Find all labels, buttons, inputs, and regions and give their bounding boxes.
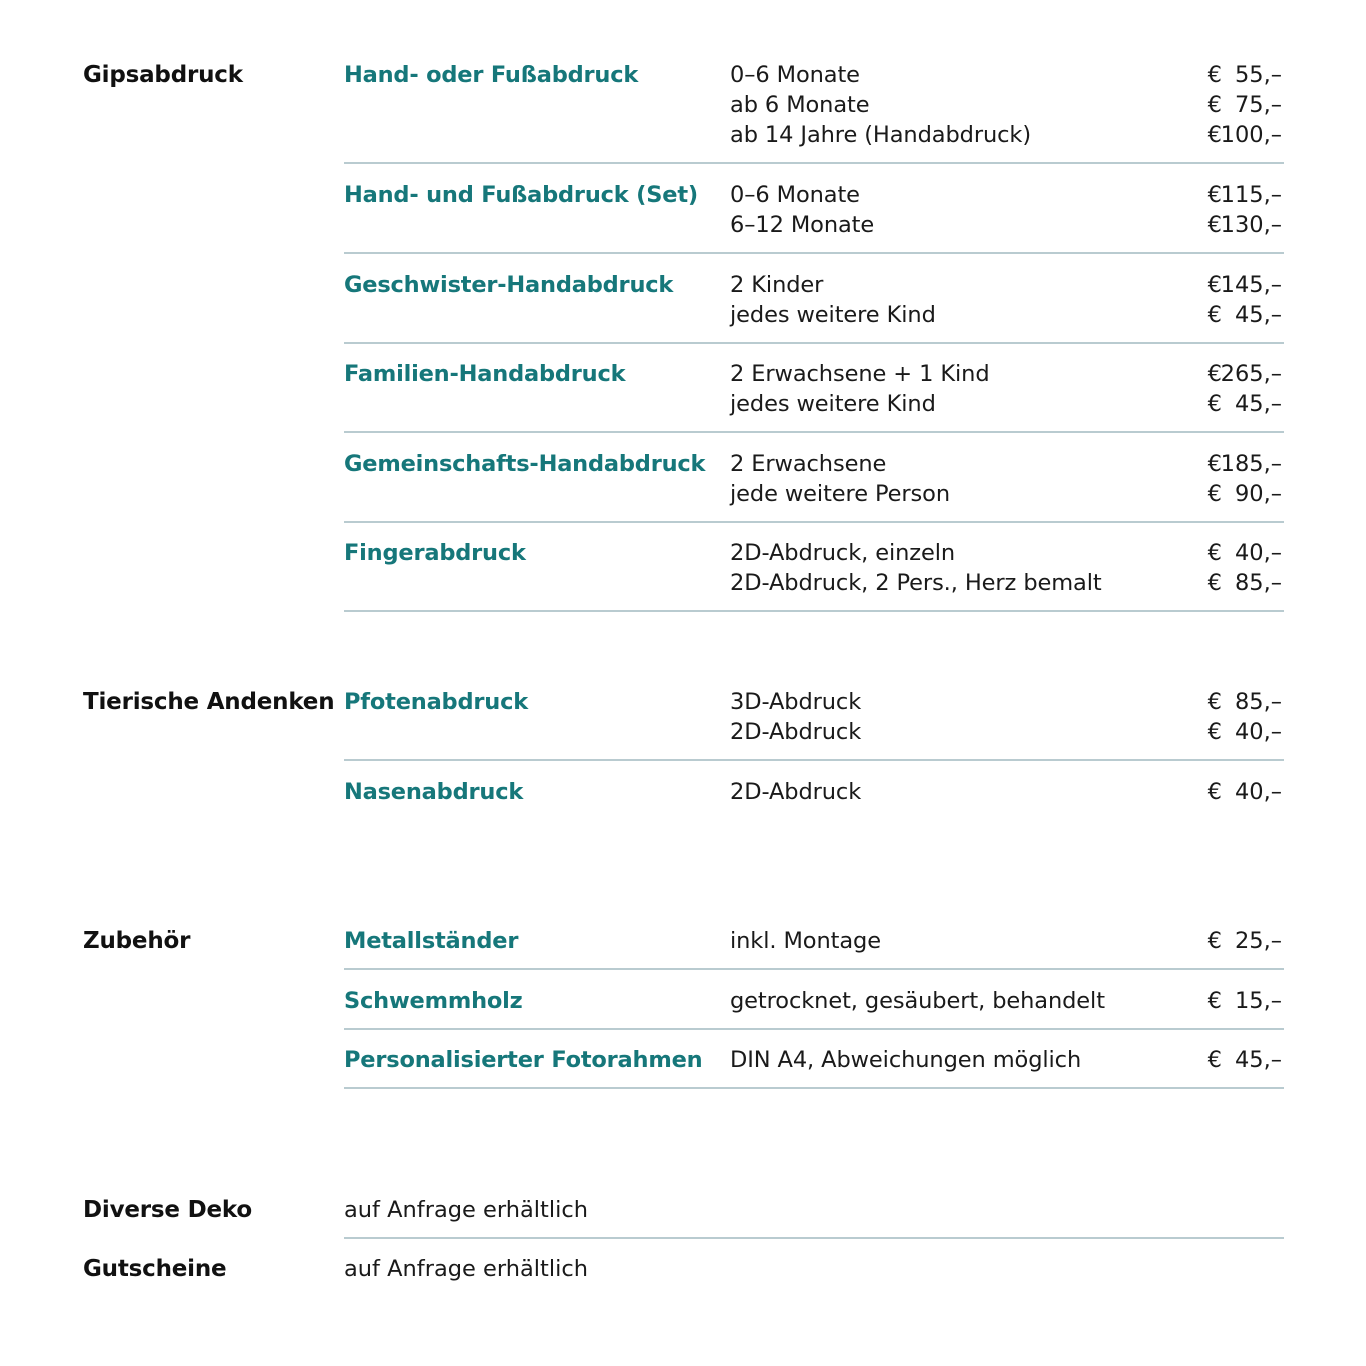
price-amount: 85,– [1234, 689, 1282, 715]
currency-symbol: € [1207, 540, 1222, 566]
price-description: 2 Kinder [730, 272, 824, 298]
price-line [730, 120, 1284, 150]
currency-symbol: € [1207, 719, 1222, 745]
product-row [344, 986, 1284, 1030]
price-description: DIN A4, Abweichungen möglich [730, 1047, 1082, 1073]
price-amount: 185,– [1220, 451, 1282, 477]
price-description: ab 14 Jahre (Handabdruck) [730, 122, 1032, 148]
price-description: 2 Erwachsene + 1 Kind [730, 361, 990, 387]
currency-symbol: € [1207, 1047, 1222, 1073]
currency-symbol: € [1207, 988, 1222, 1014]
price-amount: 45,– [1234, 1047, 1282, 1073]
price-description: inkl. Montage [730, 928, 881, 954]
product-row [344, 449, 1284, 523]
category-tierische-andenken: Tierische Andenken [83, 689, 335, 715]
price-line [730, 300, 1284, 330]
price-line [730, 359, 1284, 389]
category-zubehoer: Zubehör [83, 928, 191, 954]
price-amount: 100,– [1220, 122, 1282, 148]
price-amount: 85,– [1234, 570, 1282, 596]
price-line [730, 926, 1284, 956]
price-description: ab 6 Monate [730, 92, 870, 118]
price-line [730, 210, 1284, 240]
price-line [730, 90, 1284, 120]
price-amount: 40,– [1234, 540, 1282, 566]
price-description: 2 Erwachsene [730, 451, 887, 477]
product-name: Gemeinschafts-Handabdruck [344, 451, 706, 477]
price-description: 0–6 Monate [730, 62, 860, 88]
price-description: 2D-Abdruck, 2 Pers., Herz bemalt [730, 570, 1102, 596]
product-row [344, 777, 1284, 809]
currency-symbol: € [1207, 779, 1222, 805]
product-name: Personalisierter Fotorahmen [344, 1047, 703, 1073]
currency-symbol: € [1207, 302, 1222, 328]
product-name: Metallständer [344, 928, 519, 954]
price-amount: 55,– [1234, 62, 1282, 88]
price-line [730, 180, 1284, 210]
currency-symbol: € [1207, 928, 1222, 954]
price-amount: 115,– [1220, 182, 1282, 208]
price-amount: 265,– [1220, 361, 1282, 387]
product-row [344, 926, 1284, 970]
price-amount: 90,– [1234, 481, 1282, 507]
product-name: Pfotenabdruck [344, 689, 528, 715]
product-name: Hand- oder Fußabdruck [344, 62, 639, 88]
currency-symbol: € [1207, 570, 1222, 596]
product-name: Schwemmholz [344, 988, 523, 1014]
price-line [730, 986, 1284, 1016]
product-row [344, 538, 1284, 612]
product-row [344, 1045, 1284, 1089]
availability-note: auf Anfrage erhältlich [344, 1256, 588, 1282]
price-line [730, 479, 1284, 509]
product-row [344, 359, 1284, 433]
price-line [730, 1045, 1284, 1075]
price-line [730, 60, 1284, 90]
price-amount: 145,– [1220, 272, 1282, 298]
price-description: 6–12 Monate [730, 212, 875, 238]
price-amount: 40,– [1234, 779, 1282, 805]
currency-symbol: € [1207, 122, 1222, 148]
price-description: getrocknet, gesäubert, behandelt [730, 988, 1105, 1014]
product-row [344, 270, 1284, 344]
price-line [730, 270, 1284, 300]
product-name: Geschwister-Handabdruck [344, 272, 674, 298]
extra-row [344, 1254, 1284, 1286]
currency-symbol: € [1207, 62, 1222, 88]
price-line [730, 687, 1284, 717]
price-line [730, 389, 1284, 419]
currency-symbol: € [1207, 451, 1222, 477]
price-description: 2D-Abdruck [730, 779, 862, 805]
price-description: 2D-Abdruck, einzeln [730, 540, 956, 566]
price-amount: 40,– [1234, 719, 1282, 745]
product-row [344, 180, 1284, 254]
currency-symbol: € [1207, 272, 1222, 298]
product-name: Hand- und Fußabdruck (Set) [344, 182, 698, 208]
price-description: jedes weitere Kind [730, 391, 936, 417]
price-amount: 25,– [1234, 928, 1282, 954]
extra-row [344, 1195, 1284, 1239]
product-name: Familien-Handabdruck [344, 361, 626, 387]
currency-symbol: € [1207, 361, 1222, 387]
price-amount: 130,– [1220, 212, 1282, 238]
price-description: jede weitere Person [730, 481, 950, 507]
availability-note: auf Anfrage erhältlich [344, 1197, 588, 1223]
currency-symbol: € [1207, 182, 1222, 208]
price-line [730, 449, 1284, 479]
price-line [730, 717, 1284, 747]
product-row [344, 60, 1284, 164]
currency-symbol: € [1207, 481, 1222, 507]
price-amount: 45,– [1234, 302, 1282, 328]
price-description: 0–6 Monate [730, 182, 860, 208]
currency-symbol: € [1207, 391, 1222, 417]
price-line [730, 777, 1284, 807]
category-gipsabdruck: Gipsabdruck [83, 62, 243, 88]
price-line [730, 568, 1284, 598]
price-description: 2D-Abdruck [730, 719, 862, 745]
category-diverse-deko: Diverse Deko [83, 1197, 252, 1223]
product-row [344, 687, 1284, 761]
price-description: jedes weitere Kind [730, 302, 936, 328]
category-gutscheine: Gutscheine [83, 1256, 227, 1282]
price-amount: 45,– [1234, 391, 1282, 417]
price-amount: 15,– [1234, 988, 1282, 1014]
price-description: 3D-Abdruck [730, 689, 862, 715]
currency-symbol: € [1207, 92, 1222, 118]
price-amount: 75,– [1234, 92, 1282, 118]
product-name: Nasenabdruck [344, 779, 524, 805]
currency-symbol: € [1207, 689, 1222, 715]
product-name: Fingerabdruck [344, 540, 526, 566]
price-line [730, 538, 1284, 568]
currency-symbol: € [1207, 212, 1222, 238]
